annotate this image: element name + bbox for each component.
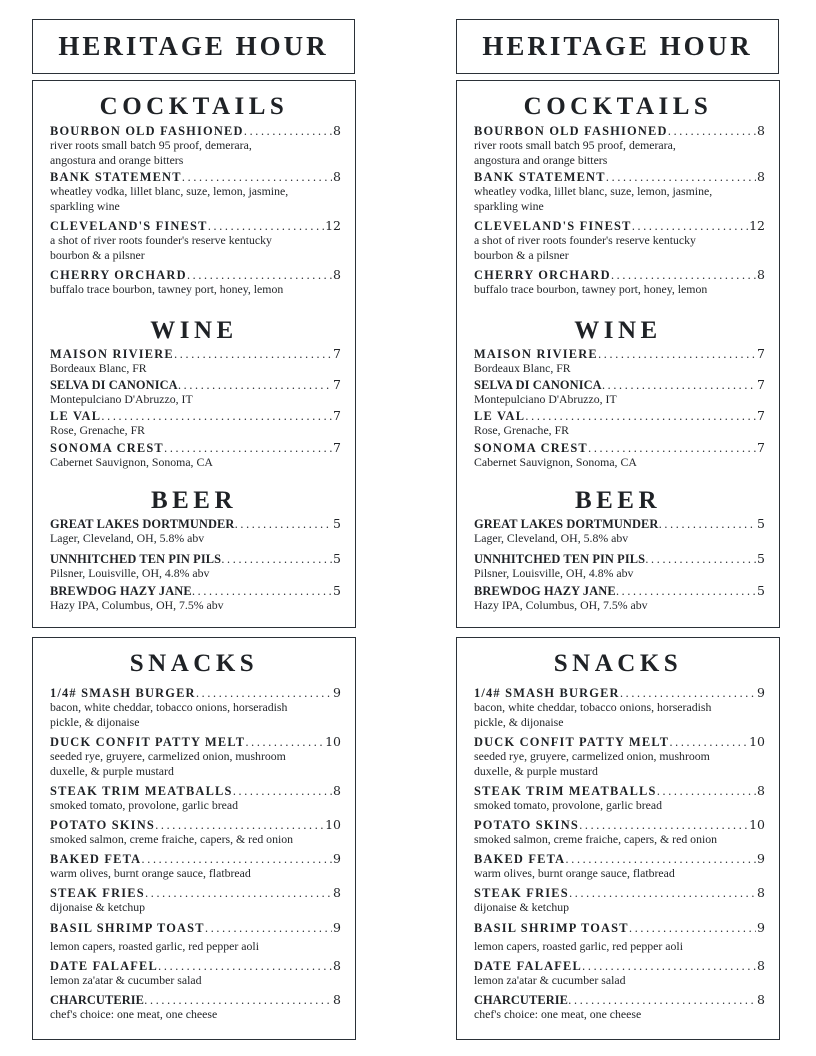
menu-item (50, 993, 341, 1022)
menu-item (50, 784, 341, 813)
menu-item (50, 170, 341, 214)
section-heading-beer: BEER (150, 487, 238, 514)
drinks-panel (32, 80, 356, 628)
item-name: LE VAL (474, 409, 526, 423)
section-heading-beer: BEER (574, 487, 662, 514)
menu-item (474, 784, 765, 813)
item-name: STEAK FRIES (50, 886, 145, 900)
item-price: 8 (333, 992, 341, 1007)
menu-item (474, 552, 765, 581)
menu-title-box (456, 19, 779, 74)
leader-dots (620, 687, 756, 701)
item-name: BAKED FETA (474, 852, 566, 866)
menu-item (474, 886, 765, 915)
item-description: dijonaise & ketchup (50, 900, 146, 914)
item-price: 9 (757, 920, 765, 935)
leader-dots (233, 785, 332, 799)
item-name: DATE FALAFEL (474, 959, 582, 973)
item-price: 5 (757, 551, 765, 566)
item-price: 5 (757, 516, 765, 531)
item-price: 7 (757, 346, 765, 361)
item-price: 10 (749, 817, 765, 832)
item-price: 8 (333, 958, 341, 973)
item-description: wheatley vodka, lillet blanc, suze, lemon, jasmine, (50, 184, 289, 198)
item-name: SELVA DI CANONICA (474, 378, 602, 392)
snacks-panel (32, 637, 356, 1040)
item-price: 8 (757, 885, 765, 900)
item-price: 8 (757, 958, 765, 973)
leader-dots (192, 585, 332, 599)
menu-title-box (32, 19, 355, 74)
item-price: 7 (333, 440, 341, 455)
item-price: 8 (757, 992, 765, 1007)
item-description: a shot of river roots founder's reserve kentucky (474, 233, 696, 247)
item-name: UNNHITCHED TEN PIN PILS (474, 552, 646, 566)
menu-item (50, 268, 341, 297)
leader-dots (579, 819, 748, 833)
item-description: lemon za'atar & cucumber salad (50, 973, 202, 987)
menu-item (474, 735, 765, 779)
menu-item (474, 409, 765, 438)
item-name: SELVA DI CANONICA (50, 378, 178, 392)
leader-dots (155, 819, 324, 833)
item-price: 10 (325, 817, 341, 832)
leader-dots (565, 853, 756, 867)
menu-item (474, 852, 765, 881)
item-price: 9 (757, 685, 765, 700)
section-heading-cocktails: COCKTAILS (99, 93, 289, 120)
item-description: buffalo trace bourbon, tawney port, honey, lemon (50, 282, 284, 296)
item-name: CHERRY ORCHARD (50, 268, 187, 282)
menu-item (474, 818, 765, 847)
item-price: 8 (333, 783, 341, 798)
item-description: Rose, Grenache, FR (50, 423, 146, 437)
leader-dots (669, 736, 748, 750)
leader-dots (616, 585, 756, 599)
menu-item (474, 378, 765, 407)
item-price: 10 (749, 734, 765, 749)
menu-item (474, 441, 765, 470)
item-price: 8 (757, 123, 765, 138)
leader-dots (141, 853, 332, 867)
menu-item (474, 517, 765, 546)
menu-item (474, 584, 765, 613)
leader-dots (568, 994, 756, 1008)
item-description: lemon za'atar & cucumber salad (474, 973, 626, 987)
item-description: sparkling wine (50, 199, 120, 213)
item-description: Lager, Cleveland, OH, 5.8% abv (50, 531, 205, 545)
item-price: 7 (333, 377, 341, 392)
menu-item (474, 686, 765, 730)
menu-item (50, 921, 341, 954)
item-name: CLEVELAND'S FINEST (50, 219, 208, 233)
item-description: bourbon & a pilsner (50, 248, 145, 262)
menu-item (474, 219, 765, 263)
leader-dots (606, 171, 756, 185)
item-description: Pilsner, Louisville, OH, 4.8% abv (50, 566, 210, 580)
item-price: 5 (333, 516, 341, 531)
menu-title: HERITAGE HOUR (58, 31, 329, 61)
item-name: BOURBON OLD FASHIONED (474, 124, 668, 138)
menu-item (474, 170, 765, 214)
item-description: bourbon & a pilsner (474, 248, 569, 262)
menu-title: HERITAGE HOUR (482, 31, 753, 61)
item-description: Lager, Cleveland, OH, 5.8% abv (474, 531, 629, 545)
menu-item (50, 735, 341, 779)
item-name: CHARCUTERIE (474, 993, 569, 1007)
item-price: 7 (757, 440, 765, 455)
item-description: angostura and orange bitters (50, 153, 184, 167)
leader-dots (525, 410, 756, 424)
item-price: 8 (333, 885, 341, 900)
item-description: Rose, Grenache, FR (474, 423, 570, 437)
menu-item (474, 124, 765, 168)
item-price: 12 (325, 218, 341, 233)
item-name: BANK STATEMENT (50, 170, 182, 184)
item-description: Hazy IPA, Columbus, OH, 7.5% abv (50, 598, 224, 612)
item-price: 12 (749, 218, 765, 233)
leader-dots (657, 785, 756, 799)
section-heading-cocktails: COCKTAILS (523, 93, 713, 120)
menu-item (50, 124, 341, 168)
item-name: BANK STATEMENT (474, 170, 606, 184)
leader-dots (196, 687, 332, 701)
item-description: seeded rye, gruyere, carmelized onion, mushroom (474, 749, 710, 763)
item-description: Montepulciano D'Abruzzo, IT (474, 392, 617, 406)
item-name: GREAT LAKES DORTMUNDER (50, 517, 235, 531)
item-price: 5 (757, 583, 765, 598)
item-description: Montepulciano D'Abruzzo, IT (50, 392, 193, 406)
leader-dots (668, 125, 756, 139)
leader-dots (144, 994, 332, 1008)
item-name: SONOMA CREST (474, 441, 588, 455)
leader-dots (611, 269, 756, 283)
item-name: STEAK FRIES (474, 886, 569, 900)
item-name: 1/4# SMASH BURGER (474, 686, 620, 700)
item-price: 8 (333, 169, 341, 184)
menu-item (50, 347, 341, 376)
item-price: 8 (333, 267, 341, 282)
menu-item (474, 993, 765, 1022)
leader-dots (245, 736, 324, 750)
menu-item (50, 818, 341, 847)
leader-dots (234, 518, 332, 532)
item-description: Cabernet Sauvignon, Sonoma, CA (474, 455, 637, 469)
leader-dots (582, 960, 756, 974)
item-name: POTATO SKINS (474, 818, 579, 832)
item-description: bacon, white cheddar, tobacco onions, horseradish (474, 700, 712, 714)
leader-dots (645, 553, 756, 567)
item-price: 8 (757, 783, 765, 798)
item-description: warm olives, burnt orange sauce, flatbread (474, 866, 675, 880)
item-description: river roots small batch 95 proof, demerara, (474, 138, 676, 152)
item-price: 7 (333, 408, 341, 423)
item-name: BREWDOG HAZY JANE (50, 584, 192, 598)
item-description: Bordeaux Blanc, FR (50, 361, 147, 375)
menu-item (50, 517, 341, 546)
leader-dots (598, 348, 756, 362)
item-description: lemon capers, roasted garlic, red pepper aoli (474, 939, 683, 953)
item-price: 7 (757, 377, 765, 392)
leader-dots (174, 348, 332, 362)
section-heading-snacks: SNACKS (129, 650, 259, 677)
item-name: CLEVELAND'S FINEST (474, 219, 632, 233)
item-price: 9 (757, 851, 765, 866)
leader-dots (145, 887, 332, 901)
item-name: DUCK CONFIT PATTY MELT (50, 735, 246, 749)
item-price: 8 (757, 169, 765, 184)
item-description: Pilsner, Louisville, OH, 4.8% abv (474, 566, 634, 580)
item-name: CHARCUTERIE (50, 993, 145, 1007)
menu-item (50, 552, 341, 581)
leader-dots (588, 442, 756, 456)
item-name: DATE FALAFEL (50, 959, 158, 973)
leader-dots (569, 887, 756, 901)
item-description: smoked salmon, creme fraiche, capers, & red onion (50, 832, 294, 846)
item-description: Bordeaux Blanc, FR (474, 361, 571, 375)
item-name: POTATO SKINS (50, 818, 155, 832)
item-name: LE VAL (50, 409, 102, 423)
item-name: GREAT LAKES DORTMUNDER (474, 517, 659, 531)
item-description: duxelle, & purple mustard (50, 764, 174, 778)
leader-dots (101, 410, 332, 424)
item-description: Cabernet Sauvignon, Sonoma, CA (50, 455, 213, 469)
menu-item (50, 584, 341, 613)
leader-dots (164, 442, 332, 456)
leader-dots (158, 960, 332, 974)
item-description: smoked tomato, provolone, garlic bread (50, 798, 239, 812)
item-name: BOURBON OLD FASHIONED (50, 124, 244, 138)
item-description: Hazy IPA, Columbus, OH, 7.5% abv (474, 598, 648, 612)
leader-dots (629, 922, 756, 936)
item-description: dijonaise & ketchup (474, 900, 570, 914)
item-price: 8 (333, 123, 341, 138)
section-heading-wine: WINE (150, 317, 238, 344)
menu-item (474, 921, 765, 954)
item-name: MAISON RIVIERE (50, 347, 174, 361)
item-price: 7 (333, 346, 341, 361)
section-heading-wine: WINE (574, 317, 662, 344)
item-name: UNNHITCHED TEN PIN PILS (50, 552, 222, 566)
menu-item (50, 409, 341, 438)
item-price: 8 (757, 267, 765, 282)
menu-item (474, 347, 765, 376)
item-name: STEAK TRIM MEATBALLS (50, 784, 233, 798)
leader-dots (187, 269, 332, 283)
item-name: CHERRY ORCHARD (474, 268, 611, 282)
leader-dots (632, 220, 749, 234)
item-description: pickle, & dijonaise (50, 715, 140, 729)
item-price: 5 (333, 551, 341, 566)
item-description: seeded rye, gruyere, carmelized onion, mushroom (50, 749, 286, 763)
item-price: 10 (325, 734, 341, 749)
item-name: BREWDOG HAZY JANE (474, 584, 616, 598)
item-name: STEAK TRIM MEATBALLS (474, 784, 657, 798)
leader-dots (602, 379, 756, 393)
item-price: 9 (333, 685, 341, 700)
item-description: duxelle, & purple mustard (474, 764, 598, 778)
item-description: warm olives, burnt orange sauce, flatbread (50, 866, 251, 880)
leader-dots (205, 922, 332, 936)
menu-item (50, 959, 341, 988)
menu-item (50, 852, 341, 881)
item-description: smoked salmon, creme fraiche, capers, & red onion (474, 832, 718, 846)
item-description: buffalo trace bourbon, tawney port, honey, lemon (474, 282, 708, 296)
snacks-panel (456, 637, 780, 1040)
item-description: smoked tomato, provolone, garlic bread (474, 798, 663, 812)
menu-item (50, 378, 341, 407)
item-name: SONOMA CREST (50, 441, 164, 455)
leader-dots (221, 553, 332, 567)
leader-dots (244, 125, 332, 139)
item-description: chef's choice: one meat, one cheese (474, 1007, 642, 1021)
item-name: 1/4# SMASH BURGER (50, 686, 196, 700)
menu-item (474, 959, 765, 988)
item-description: lemon capers, roasted garlic, red pepper aoli (50, 939, 259, 953)
item-description: pickle, & dijonaise (474, 715, 564, 729)
item-price: 5 (333, 583, 341, 598)
item-name: BAKED FETA (50, 852, 142, 866)
item-description: wheatley vodka, lillet blanc, suze, lemon, jasmine, (474, 184, 713, 198)
drinks-panel (456, 80, 780, 628)
item-name: BASIL SHRIMP TOAST (474, 921, 629, 935)
menu-item (474, 268, 765, 297)
menu-item (50, 441, 341, 470)
leader-dots (182, 171, 332, 185)
item-price: 9 (333, 920, 341, 935)
leader-dots (658, 518, 756, 532)
menu-item (50, 886, 341, 915)
leader-dots (178, 379, 332, 393)
item-name: BASIL SHRIMP TOAST (50, 921, 205, 935)
item-name: DUCK CONFIT PATTY MELT (474, 735, 670, 749)
item-price: 9 (333, 851, 341, 866)
section-heading-snacks: SNACKS (553, 650, 683, 677)
menu-item (50, 219, 341, 263)
item-price: 7 (757, 408, 765, 423)
item-description: a shot of river roots founder's reserve kentucky (50, 233, 272, 247)
item-description: chef's choice: one meat, one cheese (50, 1007, 218, 1021)
item-description: angostura and orange bitters (474, 153, 608, 167)
item-description: sparkling wine (474, 199, 544, 213)
leader-dots (208, 220, 325, 234)
item-description: bacon, white cheddar, tobacco onions, horseradish (50, 700, 288, 714)
item-description: river roots small batch 95 proof, demerara, (50, 138, 252, 152)
item-name: MAISON RIVIERE (474, 347, 598, 361)
menu-item (50, 686, 341, 730)
